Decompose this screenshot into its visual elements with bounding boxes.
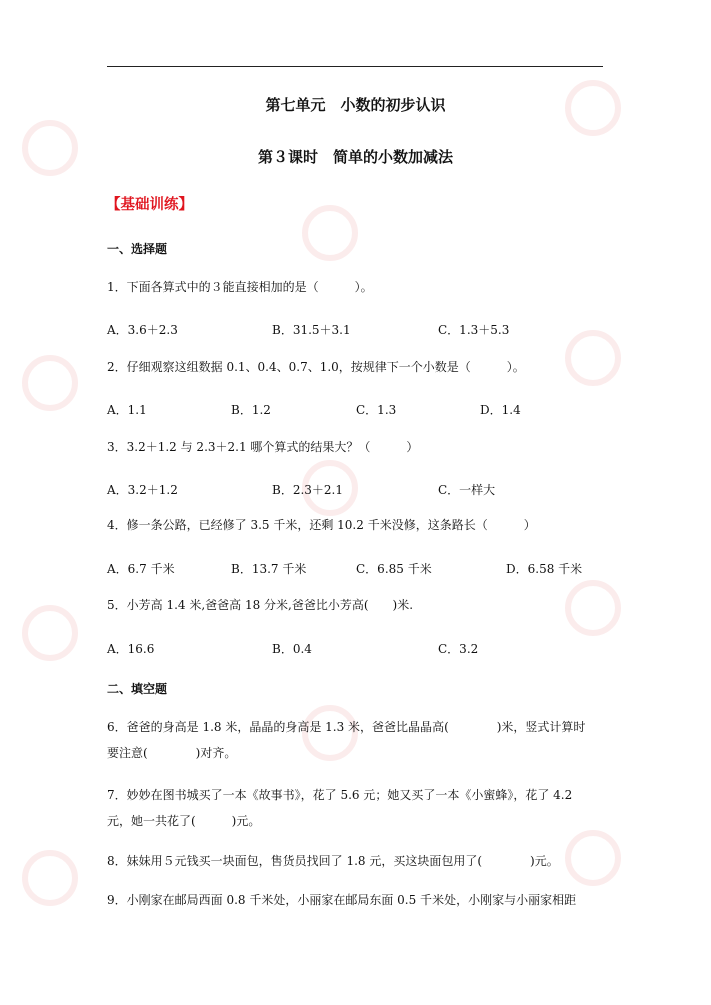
question-2: 2．仔细观察这组数据 0.1、0.4、0.7、1.0，按规律下一个小数是（ ）。 bbox=[107, 360, 525, 374]
part2-heading: 二、填空题 bbox=[107, 682, 168, 696]
q5-option-a: A．16.6 bbox=[107, 642, 155, 656]
question-5: 5．小芳高 1.4 米,爸爸高 18 分米,爸爸比小芳高( )米. bbox=[107, 598, 414, 612]
q1-option-a: A．3.6＋2.3 bbox=[107, 323, 178, 337]
q4-option-d: D．6.58 千米 bbox=[506, 562, 583, 576]
q1-option-c: C．1.3＋5.3 bbox=[438, 323, 510, 337]
q5-option-c: C．3.2 bbox=[438, 642, 479, 656]
q2-option-d: D．1.4 bbox=[480, 403, 521, 417]
q5-option-b: B．0.4 bbox=[272, 642, 312, 656]
question-8: 8．妹妹用５元钱买一块面包，售货员找回了 1.8 元，买这块面包用了( )元。 bbox=[107, 854, 559, 868]
part1-heading: 一、选择题 bbox=[107, 242, 168, 256]
watermark-circle bbox=[22, 850, 78, 906]
q2-option-a: A．1.1 bbox=[107, 403, 147, 417]
q2-option-c: C．1.3 bbox=[356, 403, 397, 417]
question-6-line2: 要注意( )对齐。 bbox=[107, 746, 237, 760]
q3-option-c: C．一样大 bbox=[438, 483, 496, 497]
question-7-line2: 元，她一共花了( )元。 bbox=[107, 814, 261, 828]
question-9: 9．小刚家在邮局西面 0.8 千米处，小丽家在邮局东面 0.5 千米处，小刚家与小丽家相距 bbox=[107, 893, 577, 907]
question-6-line1: 6．爸爸的身高是 1.8 米，晶晶的身高是 1.3 米，爸爸比晶晶高( )米，竖式计算时 bbox=[107, 720, 586, 734]
question-4: 4．修一条公路，已经修了 3.5 千米，还剩 10.2 千米没修，这条路长（ ） bbox=[107, 518, 536, 532]
q3-option-a: A．3.2＋1.2 bbox=[107, 483, 178, 497]
question-3: 3．3.2＋1.2 与 2.3＋2.1 哪个算式的结果大？（ ） bbox=[107, 440, 419, 454]
unit-title: 第七单元 小数的初步认识 bbox=[265, 96, 446, 114]
watermark-circle bbox=[22, 355, 78, 411]
q1-option-b: B．31.5＋3.1 bbox=[272, 323, 351, 337]
question-7-line1: 7．妙妙在图书城买了一本《故事书》，花了 5.6 元；她又买了一本《小蜜蜂》，花了 4.2 bbox=[107, 788, 573, 802]
watermark-circle bbox=[22, 605, 78, 661]
q4-option-b: B．13.7 千米 bbox=[231, 562, 307, 576]
q3-option-b: B．2.3＋2.1 bbox=[272, 483, 343, 497]
q4-option-c: C．6.85 千米 bbox=[356, 562, 432, 576]
section-tag: 【基础训练】 bbox=[106, 197, 193, 213]
header-rule bbox=[107, 66, 603, 67]
question-1: 1．下面各算式中的３能直接相加的是（ ）。 bbox=[107, 280, 373, 294]
lesson-title: 第３课时 简单的小数加减法 bbox=[257, 148, 453, 166]
q2-option-b: B．1.2 bbox=[231, 403, 271, 417]
watermark-circle bbox=[302, 205, 358, 261]
q4-option-a: A．6.7 千米 bbox=[107, 562, 175, 576]
